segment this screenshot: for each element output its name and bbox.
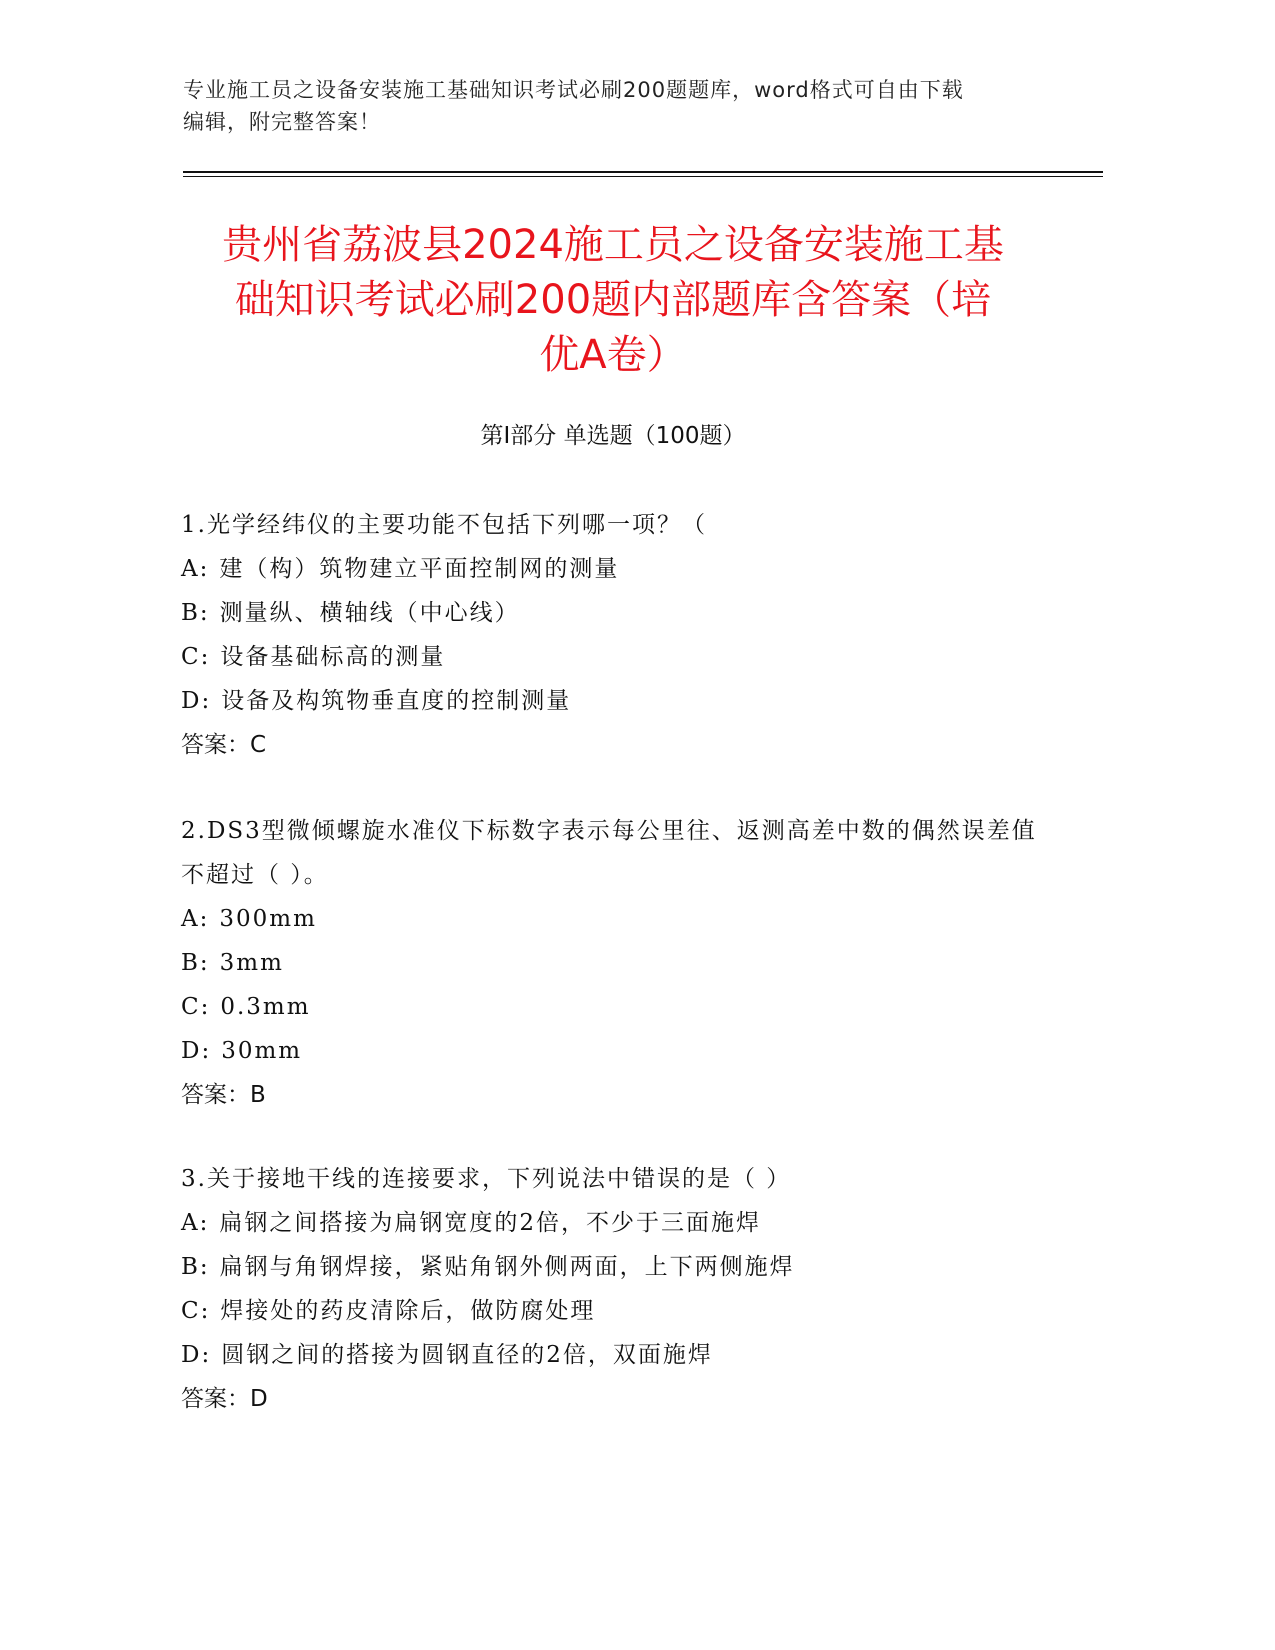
option-a <box>181 1201 1061 1245</box>
option-key: A: <box>181 906 210 932</box>
question-3 <box>181 1157 1061 1421</box>
header-divider-thick <box>183 171 1103 173</box>
option-key: B: <box>181 950 210 976</box>
option-a <box>181 897 1061 941</box>
option-b <box>181 941 1061 985</box>
option-c <box>181 635 1061 679</box>
header-divider-thin <box>183 176 1103 177</box>
document-title-line-3: 优A卷） <box>539 332 687 378</box>
question-1 <box>181 503 1061 767</box>
question-2 <box>181 809 1061 1117</box>
document-title <box>183 218 1043 383</box>
option-text: 焊接处的药皮清除后，做防腐处理 <box>220 1298 596 1324</box>
option-text: 设备及构筑物垂直度的控制测量 <box>221 688 572 714</box>
option-text: 3mm <box>219 950 284 976</box>
option-key: C: <box>181 644 211 670</box>
option-d <box>181 679 1061 723</box>
option-text: 测量纵、横轴线（中心线） <box>219 600 520 626</box>
header-note <box>183 74 1083 138</box>
header-note-line-1: 专业施工员之设备安装施工基础知识考试必刷200题题库，word格式可自由下载 <box>183 78 964 102</box>
option-text: 扁钢与角钢焊接，紧贴角钢外侧两面，上下两侧施焊 <box>219 1254 795 1280</box>
option-text: 0.3mm <box>220 994 311 1020</box>
option-text: 建（构）筑物建立平面控制网的测量 <box>219 556 620 582</box>
section-heading: 第Ⅰ部分 单选题（100题） <box>480 423 746 449</box>
option-key: A: <box>181 556 210 582</box>
option-key: A: <box>181 1210 210 1236</box>
option-c <box>181 1289 1061 1333</box>
option-d <box>181 1333 1061 1377</box>
option-d <box>181 1029 1061 1073</box>
option-key: C: <box>181 1298 211 1324</box>
option-text: 设备基础标高的测量 <box>220 644 446 670</box>
option-text: 30mm <box>221 1038 303 1064</box>
question-stem: 1.光学经纬仪的主要功能不包括下列哪一项？（ <box>181 512 707 538</box>
answer: 答案：C <box>181 732 267 758</box>
option-text: 圆钢之间的搭接为圆钢直径的2倍，双面施焊 <box>221 1342 713 1368</box>
document-title-line-1: 贵州省荔波县2024施工员之设备安装施工基 <box>222 222 1004 268</box>
option-text: 300mm <box>219 906 317 932</box>
option-c <box>181 985 1061 1029</box>
header-note-line-2: 编辑，附完整答案！ <box>183 110 381 134</box>
option-key: C: <box>181 994 211 1020</box>
option-b <box>181 591 1061 635</box>
option-b <box>181 1245 1061 1289</box>
document-title-line-2: 础知识考试必刷200题内部题库含答案（培 <box>234 277 992 323</box>
question-stem: 2.DS3型微倾螺旋水准仪下标数字表示每公里往、返测高差中数的偶然误差值不超过（ ）。 <box>181 818 1037 888</box>
question-stem: 3.关于接地干线的连接要求，下列说法中错误的是（ ） <box>181 1166 792 1192</box>
option-a <box>181 547 1061 591</box>
option-key: D: <box>181 1342 212 1368</box>
option-key: D: <box>181 1038 212 1064</box>
answer: 答案：B <box>181 1082 266 1108</box>
option-key: B: <box>181 600 210 626</box>
option-text: 扁钢之间搭接为扁钢宽度的2倍，不少于三面施焊 <box>219 1210 761 1236</box>
answer: 答案：D <box>181 1386 268 1412</box>
option-key: B: <box>181 1254 210 1280</box>
option-key: D: <box>181 688 212 714</box>
